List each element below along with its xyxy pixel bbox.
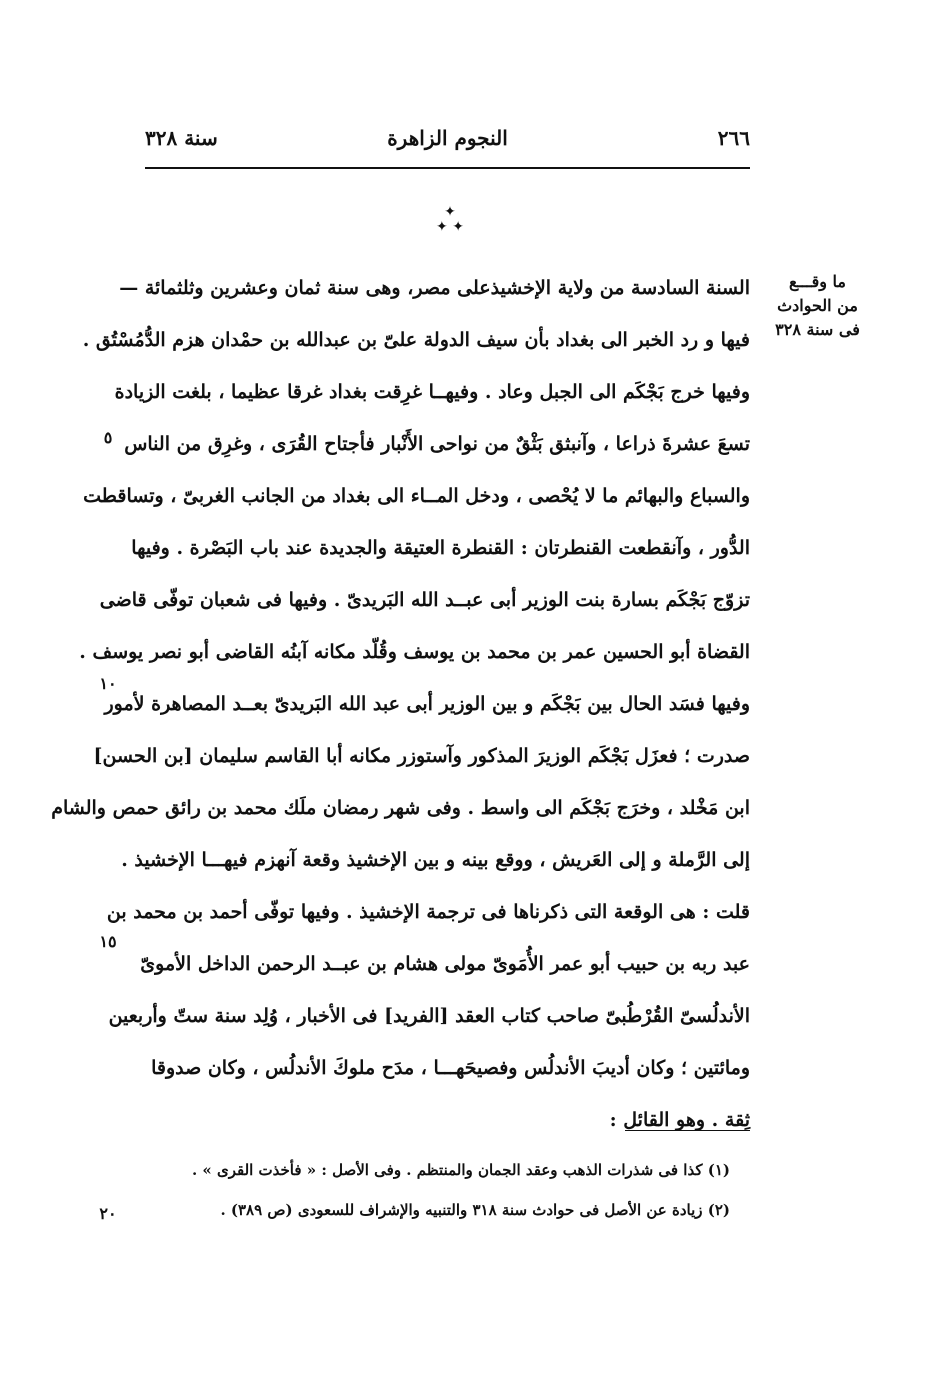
page-header <box>145 118 750 162</box>
text-line: تزوّج بَجْكَم بسارة بنت الوزير أبى عبــد الله البَريدىّ . وفيها فى شعبان توفّى قاضى <box>99 589 750 611</box>
text-line: ومائتين ؛ وكان أديبَ الأندلُس وفصيحَهـــا ، مدَح ملوكَ الأندلُس ، وكان صدوقا <box>151 1057 750 1079</box>
margin-note-line: ما وقـــع <box>789 272 846 291</box>
text-line: قلت : هى الوقعة التى ذكرناها فى ترجمة الإخشيذ . وفيها توفّى أحمد بن محمد بن <box>106 901 750 923</box>
line-number: ١٥ <box>99 932 117 951</box>
footnote: (١) كذا فى شذرات الذهب وعقد الجمان والمنتظم . وفى الأصل : « فأخذت القرى » . <box>191 1161 730 1179</box>
margin-note <box>760 270 875 342</box>
line-number: ١٠ <box>99 674 117 693</box>
book-title: النجوم الزاهرة <box>387 126 508 150</box>
text-line: إلى الرَّملة و إلى العَريش ، ووقع بينه و بين الإخشيذ وقعة آنهزم فيهـــا الإخشيذ . <box>121 849 750 871</box>
text-line: الأندلُسىّ القُرْطُبىّ صاحب كتاب العقد [الفريد] فى الأخبار ، وُلِد سنة ستّ وأربعين <box>108 1005 750 1027</box>
text-line: فيها و رد الخبر الى بغداد بأن سيف الدولة علىّ بن عبدالله بن حمْدان هزم الدُّمُسْتُق . <box>82 329 750 351</box>
text-line: عبد ربه بن حبيب أبو عمر الأُمَوىّ مولى هشام بن عبــد الرحمن الداخل الأموىّ <box>140 953 750 975</box>
header-rule <box>145 167 750 169</box>
text-line: ثِقة . وهو القائل : <box>609 1109 750 1131</box>
text-line: صدرت ؛ فعزَل بَجْكَم الوزيرَ المذكور وآستوزر مكانه أبا القاسم سليمان [بن الحسن] <box>93 745 750 767</box>
text-line: تسعَ عشرةَ ذراعا ، وآنبثق بَثْقٌ من نواحى الأَنْبار فأجتاح القُرَى ، وغرِق من الناس <box>124 433 750 455</box>
text-line: ابن مَخْلد ، وخرَج بَجْكَم الى واسط . وفى شهر رمضان ملَك محمد بن رائق حمص والشام <box>51 797 750 819</box>
page-number: ٢٦٦ <box>717 126 750 150</box>
ornament-icon: ✦ ✦ ✦ <box>436 204 464 235</box>
line-number: ٢٠ <box>99 1204 117 1223</box>
text-line: القضاة أبو الحسين عمر بن محمد بن يوسف وقُلّد مكانه آبنُه القاضى أبو نصر يوسف . <box>79 641 750 663</box>
footnotes <box>145 1150 730 1230</box>
margin-note-line: من الحوادث <box>777 296 858 315</box>
text-line: الدُّور ، وآنقطعت القنطرتان : القنطرة العتيقة والجديدة عند باب البَصْرة . وفيها <box>131 537 750 559</box>
text-line: السنة السادسة من ولاية الإخشيذعلى مصر، وهى سنة ثمان وعشرين وثلثمائة — <box>119 277 750 299</box>
text-line: وفيها فسَد الحال بين بَجْكَم و بين الوزير أبى عبد الله البَريدىّ بعــد المصاهرة لأمور <box>104 693 750 715</box>
footnote-rule <box>625 1130 750 1131</box>
text-line: والسباع والبهائم ما لا يُحْصى ، ودخل المــاء الى بغداد من الجانب الغربىّ ، وتساقطت <box>83 485 750 507</box>
margin-note-line: فى سنة ٣٢٨ <box>775 320 860 339</box>
footnote: (٢) زيادة عن الأصل فى حوادث سنة ٣١٨ والتنبيه والإشراف للسعودى (ص ٣٨٩) . <box>220 1201 730 1219</box>
running-year: سنة ٣٢٨ <box>145 126 218 150</box>
text-line: وفيها خرج بَجْكَم الى الجبل وعاد . وفيهــا غرِقت بغداد غرقا عظيما ، بلغت الزيادة <box>114 381 750 403</box>
line-number: ٥ <box>103 428 113 447</box>
